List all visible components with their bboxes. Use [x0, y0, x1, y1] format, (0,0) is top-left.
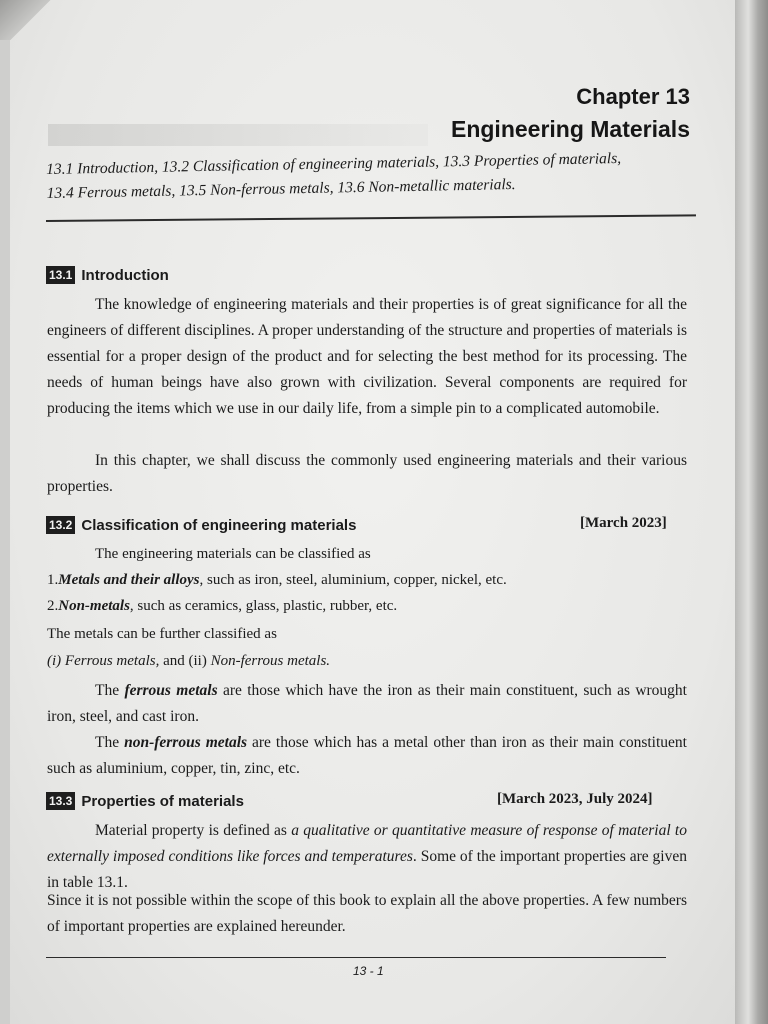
item-number: 2. [47, 598, 59, 614]
section-heading-properties [46, 792, 244, 810]
section-heading-classification [46, 516, 356, 534]
item-text: , such as iron, steel, aluminium, copper, nickel, etc. [199, 572, 507, 588]
section-title: Introduction [81, 266, 169, 284]
topics-line-2: 13.4 Ferrous metals, 13.5 Non-ferrous metals, 13.6 Non-metallic materials. [46, 175, 516, 202]
chapter-heading [451, 84, 690, 143]
intro-paragraph-2: In this chapter, we shall discuss the commonly used engineering materials and their various properties. [47, 452, 687, 495]
text-run: The [95, 682, 125, 699]
text-run: are those which has a metal other than iron as their main constituent such as aluminium, copper, tin, zinc, etc. [47, 734, 687, 777]
classification-further: The metals can be further classified as [47, 626, 277, 642]
definition-text: a qualitative or quantitative measure of response of material to externally imposed conditions like forces and temperatures [47, 822, 687, 865]
properties-paragraph-2: Since it is not possible within the scope of this book to explain all the above properties. A few numbers of important properties are explained hereunder. [47, 892, 687, 935]
footer-divider [46, 957, 666, 958]
classification-lead: The engineering materials can be classified as [95, 546, 371, 562]
section-number-badge: 13.2 [46, 516, 75, 534]
classification-item-2 [47, 598, 397, 615]
text-run: Material property is defined as [95, 822, 292, 839]
subtype-nonferrous: Non-ferrous metals. [210, 653, 331, 669]
book-page-edges [735, 0, 768, 1024]
ferrous-paragraph [47, 678, 687, 730]
topics-line-1: 13.1 Introduction, 13.2 Classification of engineering materials, 13.3 Properties of materials, [46, 149, 622, 178]
section-number-badge: 13.3 [46, 792, 75, 810]
page-corner-shadow [0, 0, 60, 40]
exam-date-tag: [March 2023] [580, 515, 667, 531]
properties-paragraph-1 [47, 818, 687, 896]
subtype-joiner: and (ii) [159, 653, 211, 669]
nonferrous-paragraph [47, 730, 687, 782]
intro-paragraph-1: The knowledge of engineering materials and their properties is of great significance for all the engineers of different disciplines. A proper understanding of the structure and properties of materials is essential for a proper design of the product and for selecting the best method for its processing. The needs of human beings have also grown with civilization. Several components are required for producing the items which we use in our daily life, from a simple pin to a complicated automobile. [47, 296, 687, 417]
section-heading-introduction [46, 266, 169, 284]
item-term: Metals and their alloys [58, 572, 200, 588]
text-run: are those which have the iron as their main constituent, such as wrought iron, steel, and cast iron. [47, 682, 687, 725]
emphasis-term: non-ferrous metals [124, 734, 248, 751]
section-title: Properties of materials [81, 792, 244, 810]
item-text: , such as ceramics, glass, plastic, rubber, etc. [129, 598, 398, 614]
page-number: 13 - 1 [353, 964, 384, 978]
emphasis-term: ferrous metals [124, 682, 218, 699]
heading-shade-bar [48, 124, 428, 146]
text-run: . Some of the important properties are given in table 13.1. [47, 848, 687, 891]
text-run: The [95, 734, 125, 751]
section-title: Classification of engineering materials [81, 516, 357, 534]
section-number-badge: 13.1 [46, 266, 75, 284]
item-number: 1. [47, 572, 59, 588]
chapter-number: Chapter 13 [576, 84, 690, 109]
exam-date-tag: [March 2023, July 2024] [497, 791, 653, 807]
item-term: Non-metals [58, 598, 130, 614]
classification-subtypes [47, 653, 330, 670]
chapter-title: Engineering Materials [450, 116, 690, 142]
subtype-ferrous: (i) Ferrous metals, [47, 653, 160, 669]
classification-item-1 [47, 572, 507, 589]
